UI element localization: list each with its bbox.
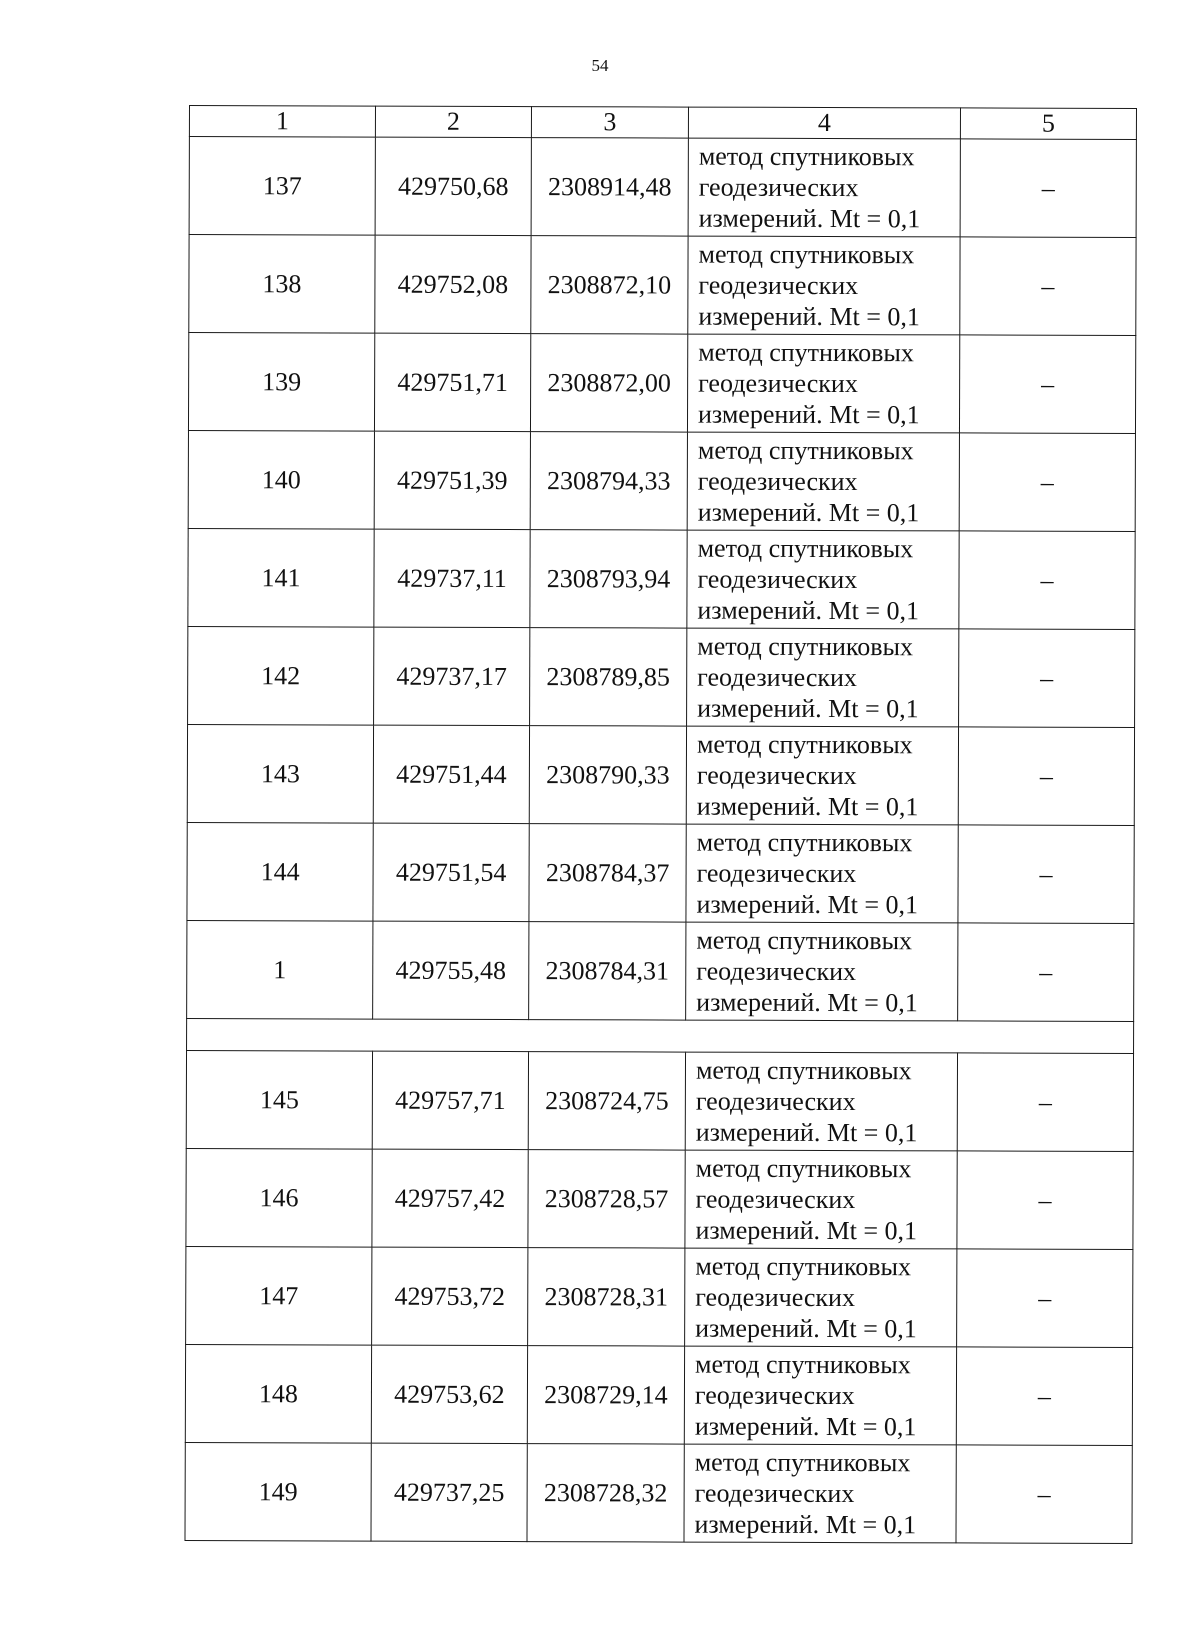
method-line: геодезических bbox=[697, 662, 857, 693]
point-number-cell: 149 bbox=[185, 1442, 371, 1541]
note-cell: – bbox=[956, 1347, 1132, 1446]
x-coordinate-cell: 429750,68 bbox=[375, 137, 531, 235]
point-number-cell: 1 bbox=[187, 920, 373, 1019]
table-row bbox=[189, 235, 1136, 336]
point-number-cell: 145 bbox=[186, 1050, 372, 1149]
y-coordinate-cell: 2308728,57 bbox=[528, 1150, 685, 1248]
y-coordinate-cell: 2308789,85 bbox=[530, 628, 687, 726]
method-line: измерений. Mt = 0,1 bbox=[697, 497, 920, 528]
y-coordinate-cell: 2308914,48 bbox=[531, 138, 688, 236]
note-cell: – bbox=[960, 237, 1136, 336]
y-coordinate-cell: 2308872,10 bbox=[531, 236, 688, 334]
method-line: метод спутниковых bbox=[698, 337, 914, 368]
method-line: метод спутниковых bbox=[697, 435, 914, 466]
method-line: геодезических bbox=[694, 1380, 855, 1411]
method-line: геодезических bbox=[695, 1086, 856, 1117]
x-coordinate-cell: 429751,54 bbox=[373, 823, 529, 921]
method-line: измерений. Mt = 0,1 bbox=[697, 595, 920, 626]
note-cell: – bbox=[959, 531, 1135, 630]
method-line: измерений. Mt = 0,1 bbox=[695, 1215, 918, 1246]
method-line: геодезических bbox=[695, 1282, 856, 1313]
method-cell bbox=[685, 1248, 957, 1347]
method-line: метод спутниковых bbox=[696, 729, 913, 760]
header-col-4: 4 bbox=[688, 107, 960, 139]
method-line: измерений. Mt = 0,1 bbox=[695, 1117, 918, 1148]
method-line: измерений. Mt = 0,1 bbox=[697, 399, 920, 430]
method-line: метод спутниковых bbox=[695, 1055, 912, 1086]
table-row bbox=[187, 724, 1134, 825]
method-line: измерений. Mt = 0,1 bbox=[696, 889, 919, 920]
x-coordinate-cell: 429757,71 bbox=[372, 1051, 528, 1149]
note-cell: – bbox=[959, 433, 1135, 532]
header-col-1: 1 bbox=[189, 106, 375, 138]
method-line: метод спутниковых bbox=[697, 631, 914, 662]
method-line: измерений. Mt = 0,1 bbox=[697, 693, 919, 724]
method-line: измерений. Mt = 0,1 bbox=[696, 987, 918, 1018]
table-body bbox=[185, 137, 1136, 1544]
header-col-2: 2 bbox=[375, 106, 531, 137]
method-cell bbox=[684, 1346, 956, 1445]
x-coordinate-cell: 429751,44 bbox=[373, 725, 529, 823]
note-cell: – bbox=[957, 1249, 1133, 1348]
y-coordinate-cell: 2308872,00 bbox=[530, 334, 687, 432]
method-cell bbox=[685, 1052, 957, 1151]
method-line: измерений. Mt = 0,1 bbox=[694, 1411, 917, 1442]
x-coordinate-cell: 429757,42 bbox=[372, 1149, 528, 1247]
method-line: метод спутниковых bbox=[694, 1447, 911, 1478]
section-separator-cell bbox=[187, 1018, 1134, 1053]
method-cell bbox=[687, 530, 959, 629]
point-number-cell: 139 bbox=[188, 333, 374, 432]
method-line: геодезических bbox=[695, 1184, 856, 1215]
x-coordinate-cell: 429752,08 bbox=[375, 235, 531, 333]
point-number-cell: 143 bbox=[187, 724, 373, 823]
coordinates-table bbox=[184, 105, 1137, 1544]
point-number-cell: 147 bbox=[186, 1246, 372, 1345]
table-row bbox=[185, 1442, 1132, 1543]
point-number-cell: 140 bbox=[188, 430, 374, 529]
note-cell: – bbox=[957, 1053, 1133, 1152]
method-line: метод спутниковых bbox=[697, 533, 914, 564]
note-cell: – bbox=[958, 727, 1134, 826]
method-cell bbox=[687, 334, 959, 433]
page-number: 54 bbox=[591, 56, 609, 75]
note-cell: – bbox=[960, 139, 1136, 238]
method-line: геодезических bbox=[698, 368, 858, 399]
note-cell: – bbox=[959, 335, 1135, 434]
x-coordinate-cell: 429737,17 bbox=[374, 627, 530, 725]
note-cell: – bbox=[956, 1445, 1132, 1544]
point-number-cell: 142 bbox=[188, 626, 374, 725]
method-cell bbox=[686, 726, 958, 825]
method-line: метод спутниковых bbox=[698, 141, 915, 172]
point-number-cell: 148 bbox=[185, 1344, 371, 1443]
method-line: измерений. Mt = 0,1 bbox=[694, 1509, 917, 1540]
method-line: метод спутниковых bbox=[695, 1153, 912, 1184]
note-cell: – bbox=[959, 629, 1135, 728]
y-coordinate-cell: 2308784,37 bbox=[529, 824, 686, 922]
point-number-cell: 144 bbox=[187, 822, 373, 921]
point-number-cell: 146 bbox=[186, 1148, 372, 1247]
x-coordinate-cell: 429753,62 bbox=[371, 1345, 527, 1443]
method-line: геодезических bbox=[697, 466, 858, 497]
method-line: геодезических bbox=[696, 760, 857, 791]
method-line: измерений. Mt = 0,1 bbox=[695, 1313, 917, 1344]
table-row bbox=[188, 430, 1135, 531]
x-coordinate-cell: 429755,48 bbox=[373, 921, 529, 1019]
x-coordinate-cell: 429753,72 bbox=[372, 1247, 528, 1345]
method-line: измерений. Mt = 0,1 bbox=[696, 791, 919, 822]
method-cell bbox=[686, 922, 958, 1021]
x-coordinate-cell: 429751,71 bbox=[374, 333, 530, 431]
table-header bbox=[189, 106, 1136, 140]
method-line: измерений. Mt = 0,1 bbox=[698, 301, 920, 332]
method-line: измерений. Mt = 0,1 bbox=[698, 203, 921, 234]
method-line: метод спутниковых bbox=[695, 1251, 912, 1282]
table-row bbox=[187, 822, 1134, 923]
x-coordinate-cell: 429737,11 bbox=[374, 529, 530, 627]
y-coordinate-cell: 2308729,14 bbox=[527, 1346, 684, 1444]
header-col-5: 5 bbox=[960, 108, 1136, 140]
method-line: метод спутниковых bbox=[696, 827, 913, 858]
table-row bbox=[185, 1344, 1132, 1445]
method-cell bbox=[687, 432, 959, 531]
table-row bbox=[186, 1148, 1133, 1249]
y-coordinate-cell: 2308784,31 bbox=[529, 922, 686, 1020]
table-row bbox=[188, 528, 1135, 629]
method-line: геодезических bbox=[694, 1478, 855, 1509]
point-number-cell: 137 bbox=[189, 137, 375, 236]
method-line: геодезических bbox=[698, 270, 859, 301]
method-cell bbox=[688, 138, 960, 237]
method-cell bbox=[688, 236, 960, 335]
table-row bbox=[189, 137, 1136, 238]
note-cell: – bbox=[958, 923, 1134, 1022]
y-coordinate-cell: 2308728,32 bbox=[527, 1444, 684, 1542]
point-number-cell: 138 bbox=[189, 235, 375, 334]
point-number-cell: 141 bbox=[188, 528, 374, 627]
method-line: геодезических bbox=[696, 858, 857, 889]
method-line: метод спутниковых bbox=[698, 239, 915, 270]
method-cell bbox=[687, 628, 959, 727]
table-row bbox=[188, 626, 1135, 727]
y-coordinate-cell: 2308793,94 bbox=[530, 530, 687, 628]
table-row bbox=[186, 1050, 1133, 1151]
y-coordinate-cell: 2308794,33 bbox=[530, 432, 687, 530]
method-line: геодезических bbox=[697, 564, 858, 595]
method-cell bbox=[685, 1150, 957, 1249]
method-cell bbox=[686, 824, 958, 923]
method-line: геодезических bbox=[696, 956, 857, 987]
table-row bbox=[186, 1246, 1133, 1347]
method-cell bbox=[684, 1444, 956, 1543]
header-col-3: 3 bbox=[531, 107, 688, 138]
section-separator-row bbox=[187, 1018, 1134, 1053]
x-coordinate-cell: 429751,39 bbox=[374, 431, 530, 529]
method-line: геодезических bbox=[698, 172, 859, 203]
y-coordinate-cell: 2308790,33 bbox=[529, 726, 686, 824]
method-line: метод спутниковых bbox=[696, 925, 913, 956]
x-coordinate-cell: 429737,25 bbox=[371, 1443, 527, 1541]
y-coordinate-cell: 2308724,75 bbox=[528, 1052, 685, 1150]
y-coordinate-cell: 2308728,31 bbox=[528, 1248, 685, 1346]
header-row bbox=[189, 106, 1136, 140]
table-row bbox=[187, 920, 1134, 1021]
note-cell: – bbox=[957, 1151, 1133, 1250]
table-row bbox=[188, 333, 1135, 434]
method-line: метод спутниковых bbox=[695, 1349, 911, 1380]
note-cell: – bbox=[958, 825, 1134, 924]
